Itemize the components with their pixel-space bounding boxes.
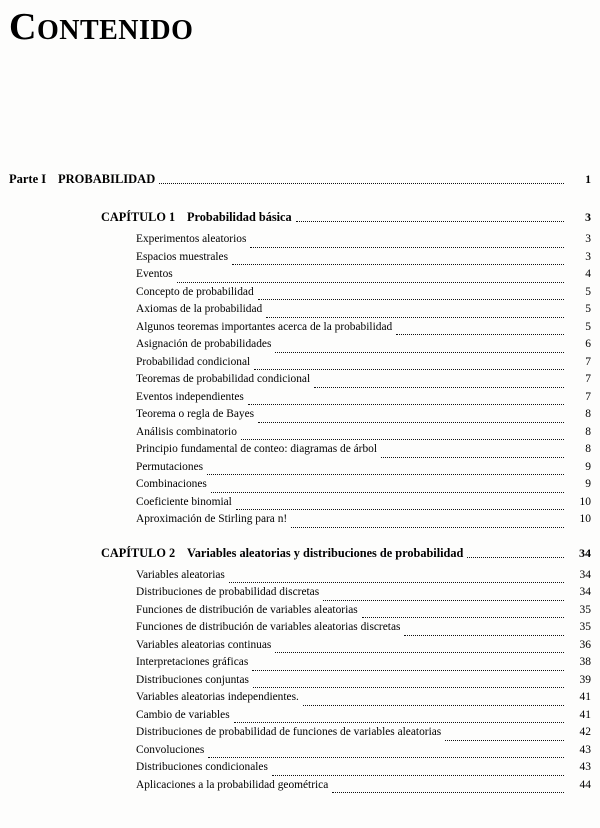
toc-item-page: 8 <box>585 443 591 455</box>
toc-item-page: 4 <box>585 268 591 280</box>
toc-chapter-1 <box>9 210 591 531</box>
dot-leader <box>211 492 564 493</box>
toc-part-page: 1 <box>585 174 591 186</box>
toc-item-title: Interpretaciones gráficas <box>136 656 249 668</box>
toc-chapter-label: CAPÍTULO 1 <box>101 210 176 224</box>
toc-item-row <box>136 691 591 709</box>
toc-item-page: 8 <box>585 425 591 438</box>
dot-leader <box>250 247 564 248</box>
toc-item-row <box>136 496 591 514</box>
toc-item-title: Algunos teoremas importantes acerca de la probabilidad <box>136 320 393 333</box>
toc-item-row <box>136 674 591 692</box>
dot-leader <box>258 299 564 300</box>
toc-item-title: Funciones de distribución de variables aleatorias <box>136 603 358 616</box>
toc-item-page: 9 <box>585 460 591 473</box>
toc-item-row <box>136 373 591 391</box>
toc-item-page: 10 <box>579 495 591 508</box>
dot-leader <box>404 635 564 636</box>
toc-item-row <box>136 569 591 587</box>
dot-leader <box>323 600 564 601</box>
dot-leader <box>381 457 564 458</box>
toc-item-row <box>136 286 591 304</box>
toc-item-page: 3 <box>585 233 591 245</box>
toc-item-row <box>136 338 591 356</box>
dot-leader <box>272 775 564 776</box>
dot-leader <box>248 404 564 405</box>
dot-leader <box>396 334 564 335</box>
toc-item-page: 35 <box>579 603 591 616</box>
toc-chapter-page: 3 <box>585 210 591 224</box>
toc-item-page: 39 <box>579 673 591 686</box>
toc-item-title: Análisis combinatorio <box>136 425 237 438</box>
dot-leader <box>291 527 564 528</box>
dot-leader <box>236 509 564 510</box>
dot-leader <box>252 670 564 671</box>
toc-item-page: 44 <box>579 778 591 791</box>
dot-leader <box>332 792 564 793</box>
toc-item-title: Coeficiente binomial <box>136 495 232 508</box>
toc-item-row <box>136 251 591 269</box>
toc-chapter-title: Variables aleatorias y distribuciones de probabilidad <box>187 545 464 560</box>
toc-item-title: Teorema o regla de Bayes <box>136 408 255 420</box>
toc-item-title: Axiomas de la probabilidad <box>136 303 263 315</box>
toc-chapter-row <box>101 210 591 225</box>
toc-item-title: Combinaciones <box>136 478 207 490</box>
dot-leader <box>253 687 564 688</box>
dot-leader <box>159 183 564 184</box>
toc-item-page: 42 <box>579 726 591 738</box>
dot-leader <box>258 422 564 423</box>
toc-item-row <box>136 268 591 286</box>
toc-item-row <box>136 391 591 409</box>
dot-leader <box>254 369 564 370</box>
toc-item-row <box>136 461 591 479</box>
toc-item-page: 10 <box>579 513 591 525</box>
toc-chapter-label: CAPÍTULO 2 <box>101 545 176 560</box>
dot-leader <box>266 317 564 318</box>
toc-item-row <box>136 356 591 374</box>
toc-item-page: 34 <box>579 568 591 581</box>
toc-item-title: Asignación de probabilidades <box>136 338 272 350</box>
toc-item-row <box>136 408 591 426</box>
dot-leader <box>229 582 564 583</box>
toc-item-title: Variables aleatorias independientes. <box>136 691 299 703</box>
dot-leader <box>303 705 564 706</box>
toc-item-page: 43 <box>579 761 591 773</box>
toc-item-row <box>136 303 591 321</box>
toc-item-page: 36 <box>579 638 591 651</box>
toc-item-title: Permutaciones <box>136 460 204 473</box>
toc-item-row <box>136 513 591 531</box>
toc-item-title: Experimentos aleatorios <box>136 233 247 245</box>
dot-leader <box>467 557 564 558</box>
toc-item-title: Aproximación de Stirling para n! <box>136 513 288 525</box>
dot-leader <box>241 439 564 440</box>
dot-leader <box>275 652 564 653</box>
toc-item-row <box>136 604 591 622</box>
dot-leader <box>177 282 564 283</box>
toc-item-row <box>136 478 591 496</box>
dot-leader <box>234 722 564 723</box>
page-title <box>9 6 591 52</box>
toc-item-row <box>136 426 591 444</box>
toc-chapter-row <box>101 546 591 561</box>
toc-item-page: 8 <box>585 408 591 420</box>
toc-item-page: 7 <box>585 355 591 368</box>
toc-item-row <box>136 656 591 674</box>
toc-item-title: Espacios muestrales <box>136 250 229 263</box>
toc-item-title: Convoluciones <box>136 743 205 756</box>
toc-item-row <box>136 321 591 339</box>
toc-item-row <box>136 233 591 251</box>
toc-part-label: Parte I <box>9 172 47 186</box>
toc-chapter-2 <box>9 546 591 797</box>
toc-item-page: 5 <box>585 303 591 315</box>
toc-item-page: 7 <box>585 390 591 403</box>
toc-part-title: PROBABILIDAD <box>58 172 156 186</box>
toc-item-title: Variables aleatorias <box>136 568 225 581</box>
toc-item-row <box>136 709 591 727</box>
toc-item-title: Concepto de probabilidad <box>136 285 254 298</box>
toc-item-title: Probabilidad condicional <box>136 355 251 368</box>
toc-item-title: Aplicaciones a la probabilidad geométrica <box>136 778 329 791</box>
page-title-rest: ONTENIDO <box>36 15 194 46</box>
dot-leader <box>208 757 564 758</box>
dot-leader <box>275 352 564 353</box>
table-of-contents <box>9 172 591 796</box>
dot-leader <box>362 617 564 618</box>
toc-item-page: 43 <box>579 743 591 756</box>
toc-item-row <box>136 443 591 461</box>
toc-item-title: Principio fundamental de conteo: diagramas de árbol <box>136 443 378 455</box>
toc-item-title: Distribuciones condicionales <box>136 761 268 773</box>
toc-item-page: 6 <box>585 338 591 350</box>
toc-chapter-title: Probabilidad básica <box>187 210 292 224</box>
toc-item-title: Teoremas de probabilidad condicional <box>136 373 311 385</box>
toc-item-title: Eventos independientes <box>136 390 244 403</box>
toc-item-row <box>136 639 591 657</box>
toc-item-row <box>136 779 591 797</box>
toc-item-page: 34 <box>579 586 591 598</box>
toc-item-page: 35 <box>579 621 591 633</box>
toc-item-title: Cambio de variables <box>136 708 230 721</box>
dot-leader <box>296 221 564 222</box>
toc-item-page: 3 <box>585 250 591 263</box>
toc-chapter-page: 34 <box>579 545 591 560</box>
dot-leader <box>314 387 564 388</box>
toc-part-row <box>9 172 591 187</box>
toc-item-title: Distribuciones de probabilidad de funciones de variables aleatorias <box>136 726 442 738</box>
toc-item-page: 7 <box>585 373 591 385</box>
page-title-initial: C <box>9 6 37 48</box>
toc-item-row <box>136 744 591 762</box>
toc-item-title: Distribuciones conjuntas <box>136 673 249 686</box>
toc-item-page: 5 <box>585 320 591 333</box>
toc-item-title: Eventos <box>136 268 173 280</box>
toc-item-row <box>136 586 591 604</box>
toc-item-page: 41 <box>579 708 591 721</box>
toc-item-page: 9 <box>585 478 591 490</box>
toc-item-title: Variables aleatorias continuas <box>136 638 272 651</box>
toc-item-page: 38 <box>579 656 591 668</box>
dot-leader <box>207 474 564 475</box>
toc-item-page: 41 <box>579 691 591 703</box>
dot-leader <box>445 740 564 741</box>
toc-item-title: Funciones de distribución de variables aleatorias discretas <box>136 621 401 633</box>
toc-item-title: Distribuciones de probabilidad discretas <box>136 586 320 598</box>
toc-item-row <box>136 621 591 639</box>
toc-item-row <box>136 761 591 779</box>
dot-leader <box>232 264 564 265</box>
toc-item-row <box>136 726 591 744</box>
toc-item-page: 5 <box>585 285 591 298</box>
